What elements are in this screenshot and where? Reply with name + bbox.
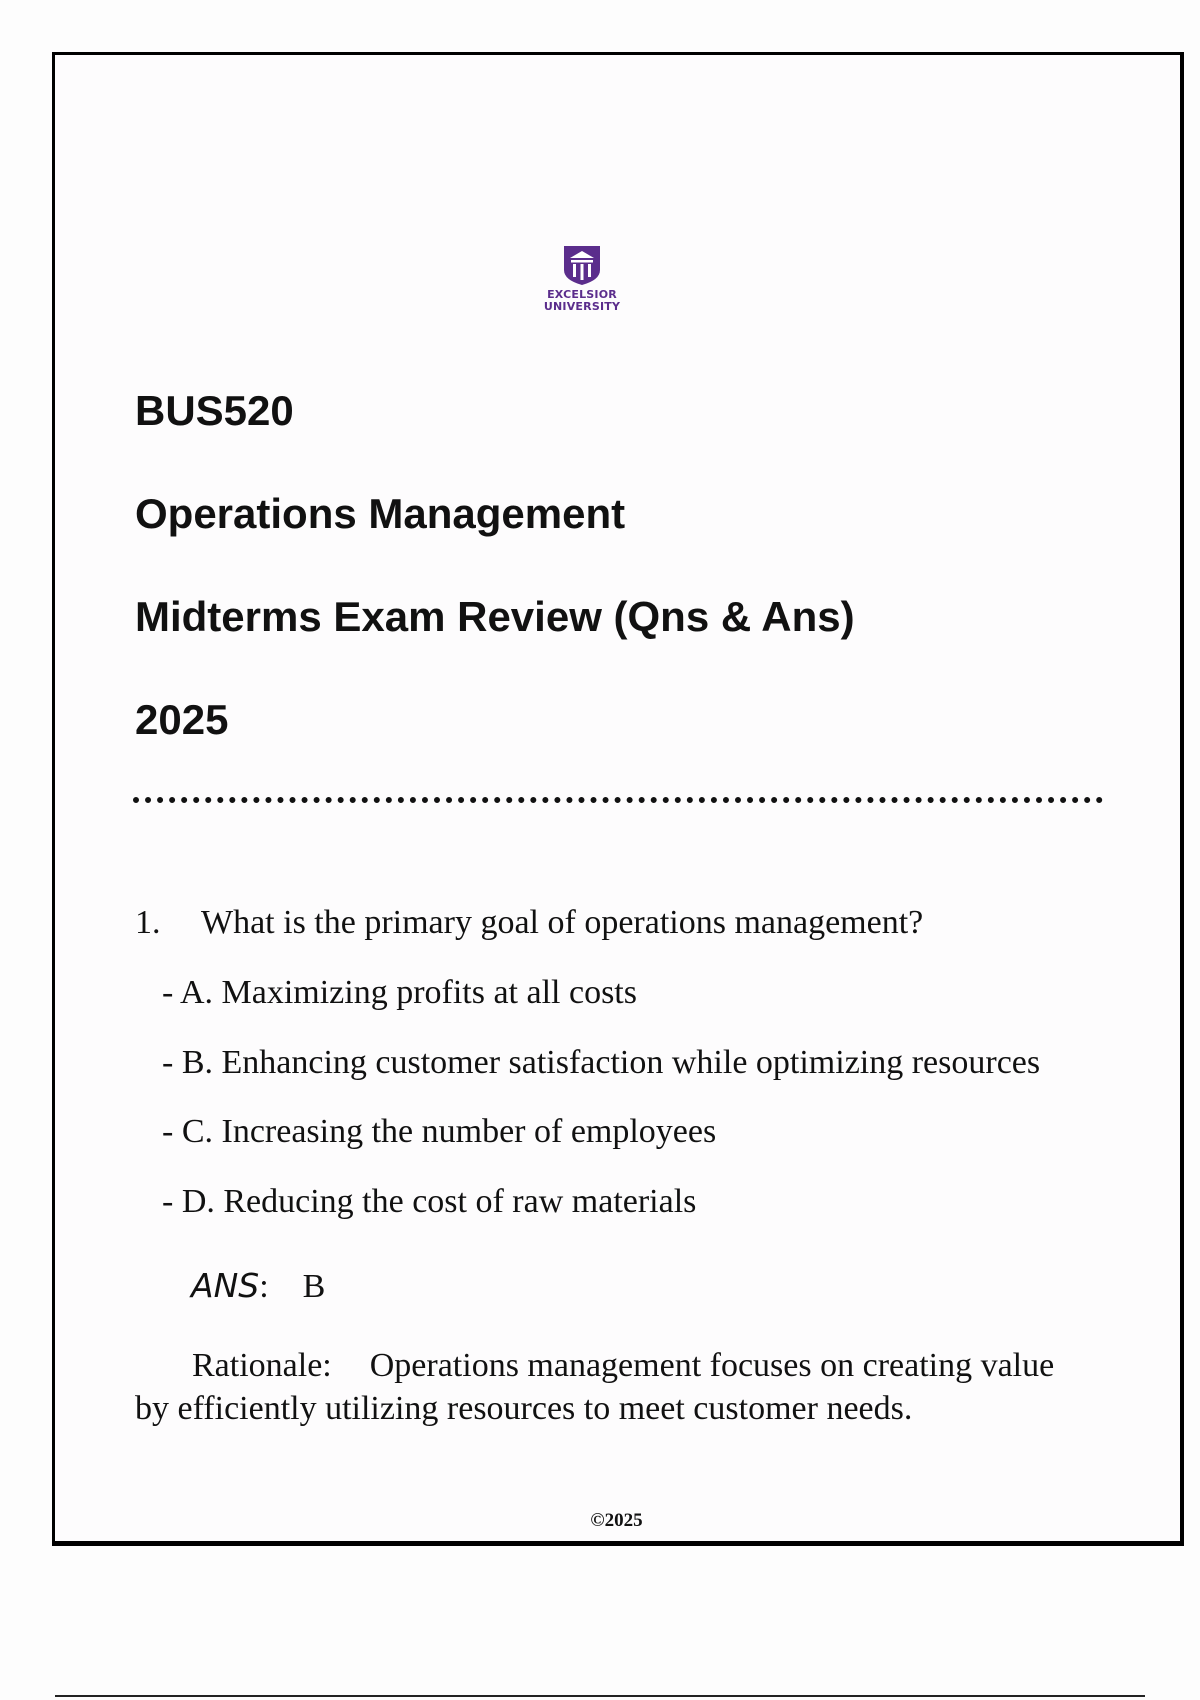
option-c: - C. Increasing the number of employees — [162, 1113, 717, 1150]
course-code: BUS520 — [135, 387, 294, 434]
copyright: ©2025 — [590, 1510, 643, 1531]
question-text: What is the primary goal of operations management? — [201, 904, 924, 941]
answer-line — [191, 1266, 325, 1307]
course-title: Operations Management — [135, 490, 626, 537]
answer-value: B — [302, 1268, 326, 1305]
rationale-label: Rationale: — [192, 1347, 332, 1384]
document-year: 2025 — [135, 696, 229, 743]
option-d: - D. Reducing the cost of raw materials — [162, 1183, 697, 1220]
university-shield-icon — [562, 244, 602, 286]
document-title: Midterms Exam Review (Qns & Ans) — [135, 593, 855, 640]
question-number: 1. — [135, 904, 161, 941]
answer-colon: : — [259, 1268, 269, 1305]
logo-line-2: UNIVERSITY — [543, 300, 621, 313]
dotted-divider — [133, 797, 1103, 803]
logo-line-1: EXCELSIOR — [547, 288, 617, 301]
option-b: - B. Enhancing customer satisfaction while optimizing resources — [162, 1044, 1041, 1081]
rationale-text: Operations management focuses on creating value by efficiently utilizing resources to meet customer needs. — [135, 1347, 1055, 1427]
answer-label: ANS — [191, 1266, 260, 1305]
bottom-rule — [55, 1695, 1145, 1697]
university-logo — [530, 244, 634, 313]
question-1 — [135, 903, 923, 943]
rationale — [135, 1344, 1095, 1430]
option-a: - A. Maximizing profits at all costs — [162, 974, 637, 1011]
